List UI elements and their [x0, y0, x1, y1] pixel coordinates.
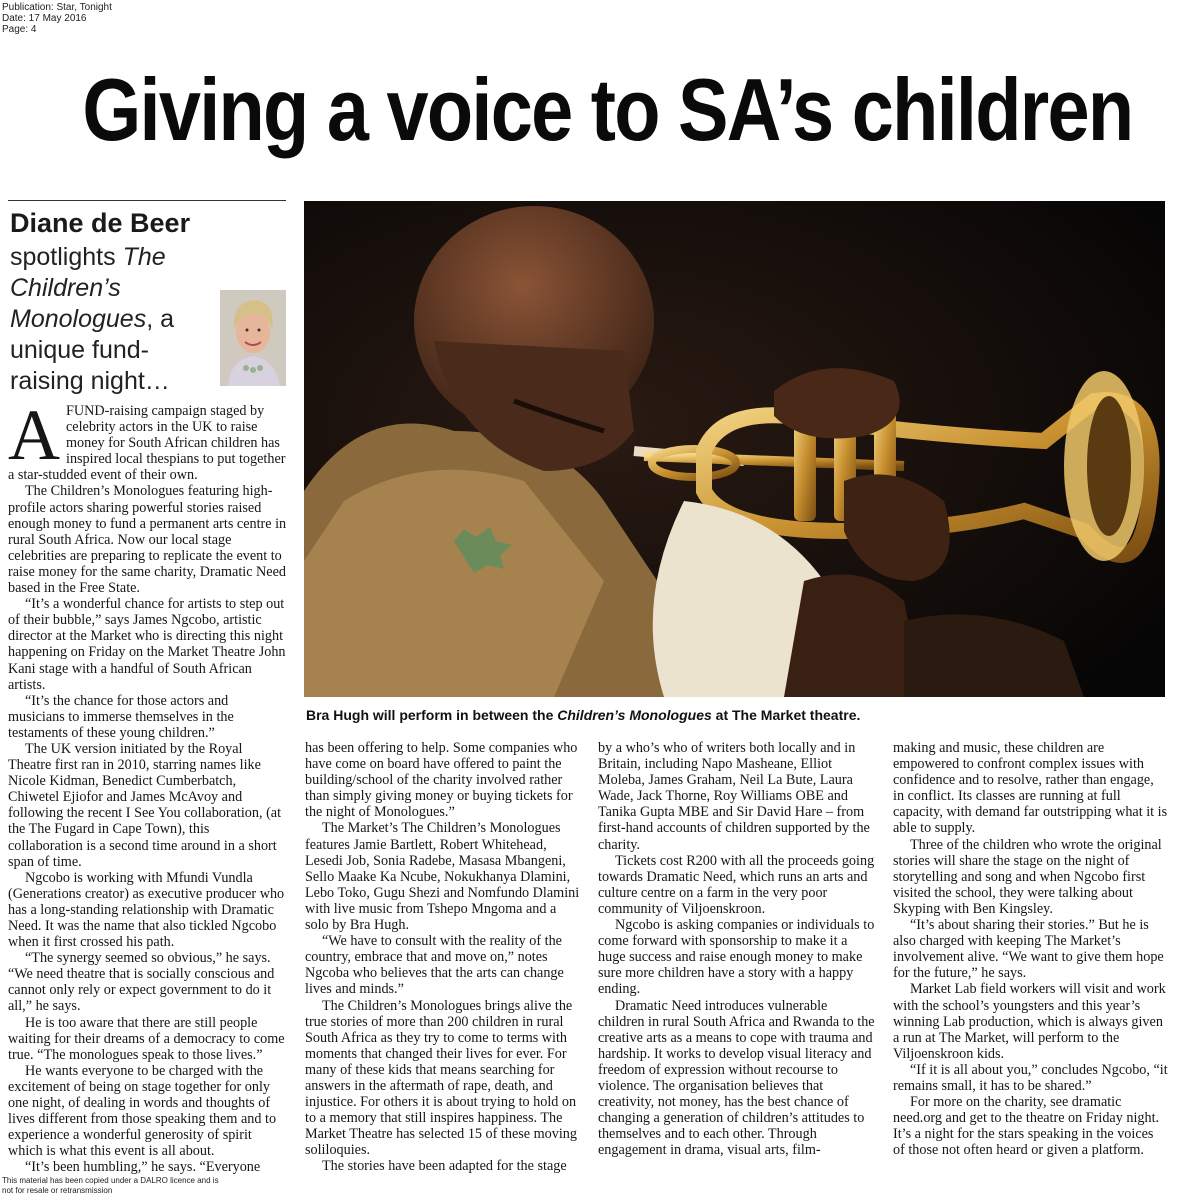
- date-line: Date: 17 May 2016: [2, 13, 87, 24]
- publication-meta: [2, 2, 112, 35]
- deck-post: , a unique fund-raising night…: [10, 305, 175, 395]
- article-column-2: [305, 740, 581, 1175]
- headline: Giving a voice to SA’s children: [82, 60, 1133, 159]
- paragraph: The Children’s Monologues featuring high-profile actors sharing powerful stories raised enough money to fund a permanent arts centre in rural South Africa. Now our local stage celebrities are preparing to replicate the event to raise money for the same charity, Dramatic Need based in the Free State.: [8, 483, 287, 597]
- author-portrait: [220, 290, 286, 386]
- deck-title: The Children’s Monologues: [10, 243, 166, 333]
- paragraph: Dramatic Need introduces vulnerable children in rural South Africa and Rwanda to the creative arts as a means to cope with trauma and hardship. It works to develop visual literacy and freedom of expression without recourse to violence. The organisation believes that creativity, not money, has the best chance of changing a generation of children’s attitudes to themselves and to each other. Through engagement in drama, visual arts, film-: [598, 997, 875, 1159]
- paragraph: Three of the children who wrote the original stories will share the stage on the night of storytelling and song and when Ngcobo first visited the school, they were talking about Skyping with Ben Kingsley.: [893, 836, 1162, 917]
- paragraph: “It’s the chance for those actors and musicians to immerse themselves in the testaments of these young children.”: [8, 692, 234, 741]
- paragraph: “If it is all about you,” concludes Ngcobo, “it remains small, it has to be shared.”: [893, 1061, 1168, 1094]
- paragraph: Ngcobo is asking companies or individuals to come forward with sponsorship to make it a huge success and raise enough money to make sure more children have a story with a happy ending.: [598, 917, 875, 998]
- paragraph: by a who’s who of writers both locally and in Britain, including Napo Masheane, Elliot Moleba, James Graham, Neil La Bute, Laura Wade, Jack Thorne, Roy Williams OBE and Tanika Gupta MBE and Sir David Hare – from first-hand accounts of children supported by the charity.: [598, 740, 870, 853]
- paragraph: He is too aware that there are still people waiting for their dreams of a democracy to come true. “The monologues speak to those lives.”: [8, 1014, 285, 1063]
- paragraph: The Children’s Monologues brings alive the true stories of more than 200 children in rural South Africa as they try to come to terms with moments that changed their lives for ever. For many of these kids that means searching for answers in the aftermath of rape, death, and injustice. For others it is about trying to hold on to a memory that still inspires happiness. The Market Theatre has selected 15 of these moving soliloquies.: [305, 997, 577, 1159]
- paragraph: “It’s about sharing their stories.” But he is also charged with keeping The Market’s involvement alive. “We want to give them hope for the future,” he says.: [893, 917, 1164, 982]
- caption-post: at The Market theatre.: [711, 707, 861, 723]
- paragraph: making and music, these children are empowered to confront complex issues with confidence and to resolve, rather than engage, in conflict. Its classes are running at full capacity, with demand far outstripping what it is able to supply.: [893, 740, 1168, 837]
- publication-line: Publication: Star, Tonight: [2, 2, 112, 13]
- paragraph: “It’s been humbling,” he says. “Everyone: [25, 1159, 261, 1176]
- paragraph: He wants everyone to be charged with the excitement of being on stage together for only one night, of dealing in words and thoughts of lives different from those speaking them and to experience a wonderful generosity of spirit which is what this event is all about.: [8, 1062, 277, 1160]
- paragraph: “It’s a wonderful chance for artists to step out of their bubble,” says James Ngcobo, artistic director at the Market who is directing this night happening on Friday on the Market Theatre John Kani stage with a handful of South African artists.: [8, 596, 286, 693]
- byline-rule: [8, 200, 286, 201]
- caption-pre: Bra Hugh will perform in between the: [306, 707, 558, 723]
- licence-notice: This material has been copied under a DALRO licence and is not for resale or retransmission: [2, 1176, 219, 1195]
- paragraph: has been offering to help. Some companies who have come on board have offered to paint the building/school of the charity involved rather than simply giving money or buying tickets for the night of Monologues.”: [305, 740, 578, 821]
- author-name: Diane de Beer: [10, 208, 191, 238]
- trumpet-photo: [304, 201, 1165, 697]
- paragraph: The stories have been adapted for the stage: [322, 1158, 567, 1175]
- article-column-4: [893, 740, 1168, 1158]
- article-column-1: [8, 395, 287, 1176]
- paragraph: “We have to consult with the reality of the country, embrace that and move on,” notes Ngcoba who believes that the arts can change lives and minds.”: [305, 933, 564, 998]
- article-column-3: [598, 740, 876, 1158]
- paragraph: The Market’s The Children’s Monologues features Jamie Bartlett, Robert Whitehead, Lesedi Job, Sonia Radebe, Masasa Mbangeni, Sello Maake Ka Ncube, Nokukhanya Dlamini, Lebo Toko, Gugu Shezi and Nomfundo Dlamini with live music from Tshepo Mngoma and a solo by Bra Hugh.: [305, 820, 580, 934]
- paragraph: AFUND-raising campaign staged by celebrity actors in the UK to raise money for South African children has inspired local thespians to put together a star-studded event of their own.: [8, 395, 286, 484]
- caption-title: Children’s Monologues: [557, 707, 712, 723]
- paragraph: Tickets cost R200 with all the proceeds going towards Dramatic Need, which runs an arts and culture centre on a farm in the very poor community of Viljoenskroon.: [598, 852, 875, 917]
- drop-cap: A: [8, 395, 60, 475]
- page-line: Page: 4: [2, 24, 37, 35]
- deck-pre: spotlights: [10, 243, 123, 271]
- paragraph: Market Lab field workers will visit and work with the school’s youngsters and this year’s winning Lab production, which is always given a run at The Market, will perform to the Viljoenskroon kids.: [893, 981, 1166, 1062]
- paragraph: The UK version initiated by the Royal Theatre first ran in 2010, starring names like Nicole Kidman, Benedict Cumberbatch, Chiwetel Ejiofor and James McAvoy and following the recent I See You collaboration, (at the The Fugard in Cape Town), this collaboration is a second time around in a short span of time.: [8, 740, 282, 870]
- paragraph: “The synergy seemed so obvious,” he says. “We need theatre that is socially conscious and cannot only rely or expect government to do it all,” he says.: [8, 950, 275, 1015]
- deck: [10, 242, 215, 397]
- photo-caption: [306, 707, 860, 723]
- paragraph: Ngcobo is working with Mfundi Vundla (Generations creator) as executive producer who has a long-standing relationship with Dramatic Need. It was the name that also tickled Ngcobo when it first crossed his path.: [8, 869, 285, 951]
- paragraph: For more on the charity, see dramatic need.org and get to the theatre on Friday night. It’s a night for the stars speaking in the voices of those not often heard or given a platform.: [893, 1094, 1160, 1159]
